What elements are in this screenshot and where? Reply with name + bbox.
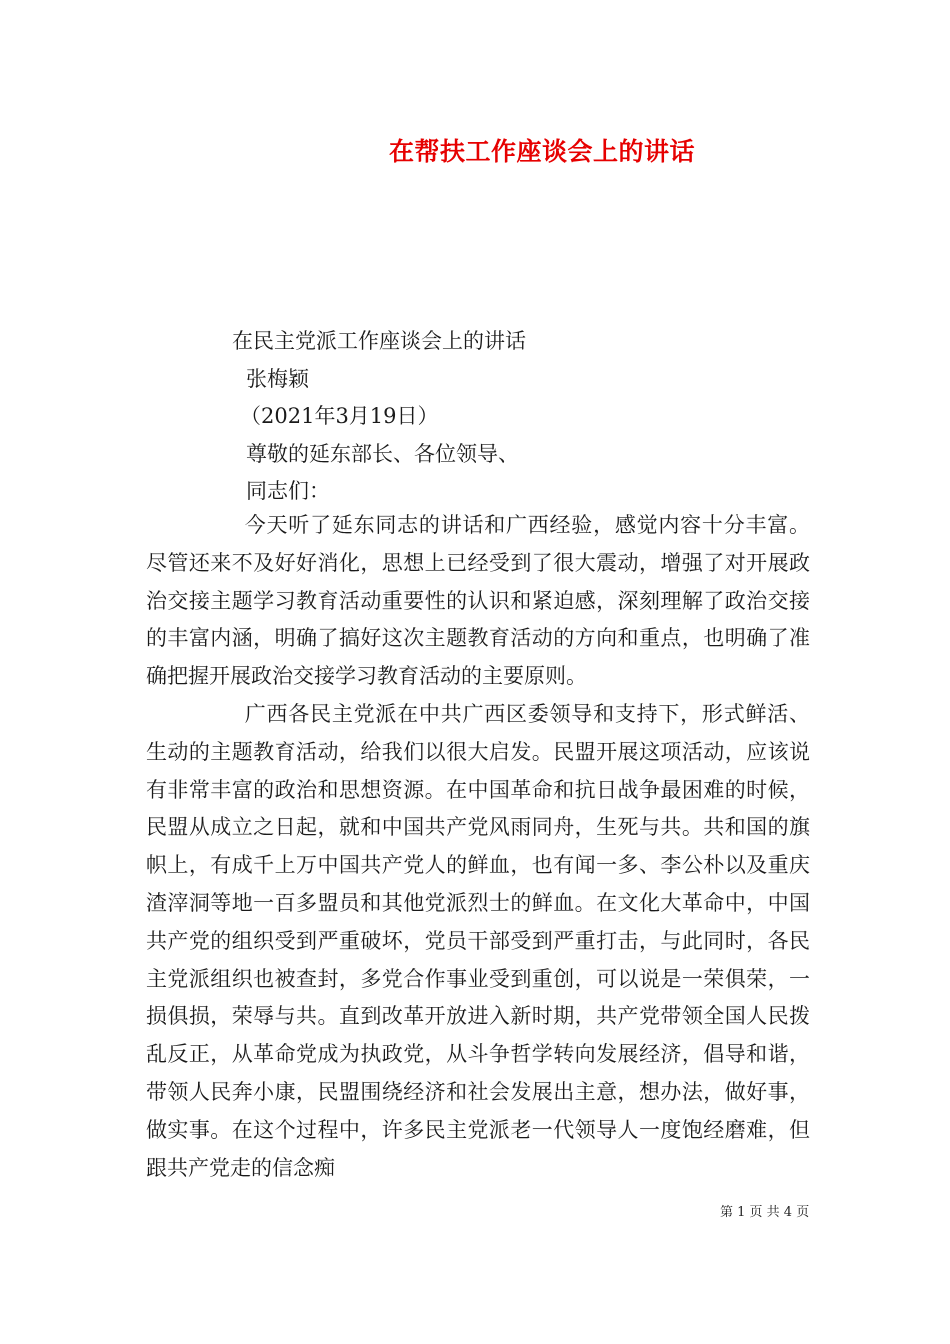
- document-title: 在帮扶工作座谈会上的讲话: [388, 137, 695, 166]
- speech-title: 在民主党派工作座谈会上的讲话: [232, 329, 526, 353]
- speech-date: （2021年3月19日）: [240, 404, 439, 428]
- page-number: 第 1 页 共 4 页: [720, 1205, 810, 1220]
- paragraph-2-text: 广西各民主党派在中共广西区委领导和支持下，形式鲜活、生动的主题教育活动，给我们以很大启发。民盟开展这项活动，应该说有非常丰富的政治和思想资源。在中国革命和抗日战争最困难的时候，民盟从成立之日起，就和中国共产党风雨同舟，生死与共。共和国的旗帜上，有成千上万中国共产党人的鲜血，也有闻一多、李公朴以及重庆渣滓洞等地一百多盟员和其他党派烈士的鲜血。在文化大革命中，中国共产党的组织受到严重破坏，党员干部受到严重打击，与此同时，各民主党派组织也被查封，多党合作事业受到重创，可以说是一荣俱荣，一损俱损，荣辱与共。直到改革开放进入新时期，共产党带领全国人民拨乱反正，从革命党成为执政党，从斗争哲学转向发展经济，倡导和谐，带领人民奔小康，民盟围绕经济和社会发展出主意，想办法，做好事，做实事。在这个过程中，许多民主党派老一代领导人一度饱经磨难，但跟共产党走的信念痴: [146, 702, 810, 1180]
- author-name: 张梅颖: [246, 367, 309, 391]
- salutation-line-1: 尊敬的延东部长、各位领导、: [246, 442, 519, 466]
- salutation-line-2: 同志们：: [246, 479, 330, 503]
- paragraph-1: [146, 507, 810, 696]
- paragraph-2: [146, 696, 810, 1187]
- paragraph-1-text: 今天听了延东同志的讲话和广西经验，感觉内容十分丰富。尽管还来不及好好消化，思想上已经受到了很大震动，增强了对开展政治交接主题学习教育活动重要性的认识和紧迫感，深刻理解了政治交接的丰富内涵，明确了搞好这次主题教育活动的方向和重点，也明确了准确把握开展政治交接学习教育活动的主要原则。: [146, 513, 810, 689]
